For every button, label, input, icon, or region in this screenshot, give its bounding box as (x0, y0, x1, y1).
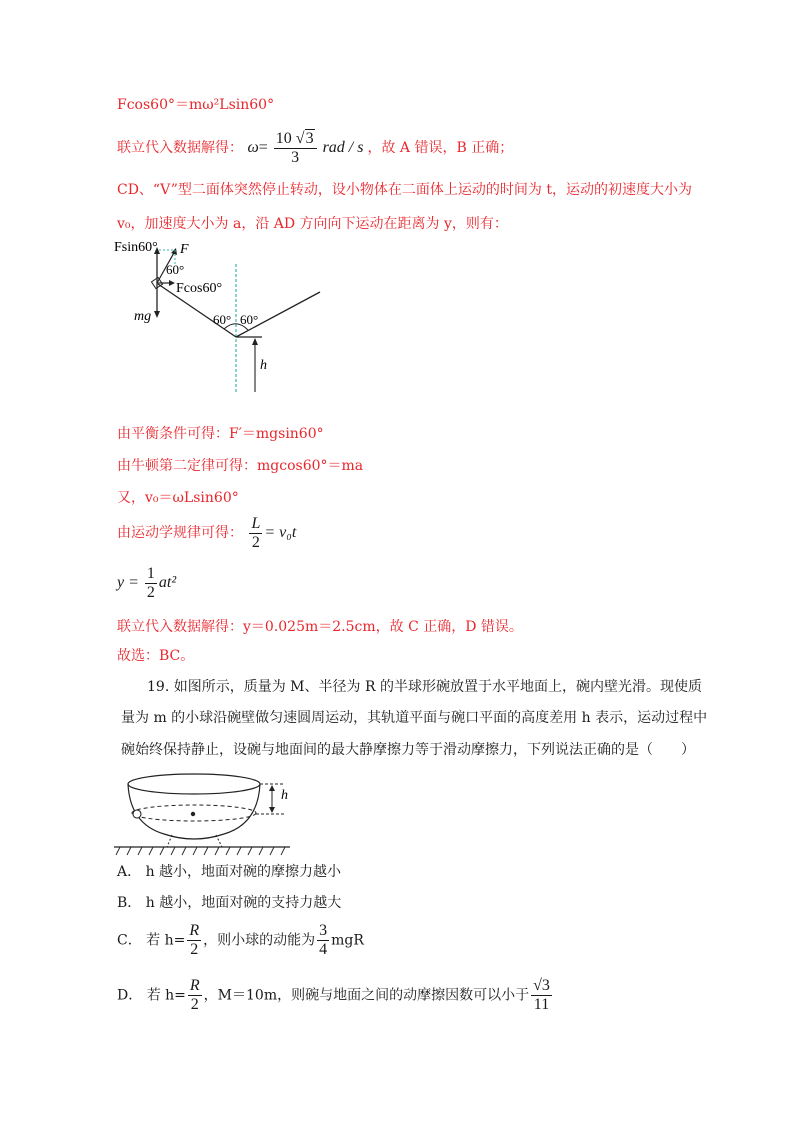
numerator: R (189, 922, 200, 939)
question-stem-line-1 (147, 677, 702, 697)
denominator: 11 (533, 996, 550, 1013)
option-d[interactable] (117, 977, 554, 1014)
denominator: 2 (190, 996, 199, 1013)
solution-kinematics (117, 515, 296, 552)
label-angle-left: 60° (213, 312, 232, 327)
label-angle-right: 60° (240, 312, 259, 327)
omega-symbol: ω (247, 139, 259, 157)
numerator: L (251, 515, 261, 532)
solution-final-result: 联立代入数据解得：y＝0.025m＝2.5cm，故 C 正确，D 错误。 (117, 619, 523, 635)
solution-cd-line-2: v₀，加速度大小为 a，沿 AD 方向向下运动在距离为 y，则有： (117, 216, 508, 232)
sqrt3-over-11 (531, 977, 552, 1014)
solution-displacement-formula (117, 565, 176, 602)
one-half (145, 565, 157, 602)
solution-newton-second-law: 由牛顿第二定律可得：mgcos60°＝ma (117, 458, 364, 474)
omega-formula (247, 130, 367, 166)
label-fcos60: Fcos60° (176, 281, 223, 296)
radicand: 3 (305, 130, 314, 147)
denominator: 3 (291, 149, 300, 166)
denominator: 2 (251, 534, 260, 551)
solution-equation-1: Fcos60°＝mω²Lsin60° (117, 97, 275, 113)
r-over-2 (187, 922, 201, 959)
hemisphere-bowl-diagram (112, 768, 302, 856)
option-text: h 越小，地面对碗的摩擦力越小 (145, 864, 342, 880)
stem-text: 如图所示，质量为 M、半径为 R 的半球形碗放置于水平地面上，碗内壁光滑。现使质 (173, 679, 702, 695)
option-c[interactable] (117, 922, 364, 959)
option-mid: ，则小球的动能为 (203, 932, 316, 949)
option-key: D． (117, 987, 143, 1004)
option-pre: 若 h= (146, 932, 186, 949)
l-over-2 (249, 515, 262, 552)
numerator: 1 (146, 565, 155, 582)
solution-answer: 故选：BC。 (117, 648, 195, 664)
denominator: 2 (146, 584, 155, 601)
coef: 10 (275, 130, 292, 147)
numerator: 10 √3 (274, 130, 317, 149)
unit: rad / s (322, 139, 364, 157)
omega-fraction (274, 130, 317, 167)
numerator: √3 (533, 977, 550, 994)
solution-cd-line-1: CD、“V”型二面体突然停止转动，设小物体在二面体上运动的时间为 t，运动的初速度大小为 (117, 182, 692, 198)
question-stem-line-3: 碗始终保持静止，设碗与地面间的最大静摩擦力等于滑动摩擦力，下列说法正确的是（ ） (121, 742, 695, 758)
option-a[interactable] (117, 862, 341, 882)
kinematics-formula (247, 515, 297, 551)
three-quarters (317, 922, 329, 959)
equals: = (258, 139, 268, 157)
label-angle-top: 60° (166, 262, 185, 277)
question-number: 19. (147, 679, 170, 695)
solution-omega-result (117, 130, 513, 167)
solution-equilibrium: 由平衡条件可得：F′＝mgsin60° (117, 426, 324, 442)
label-h: h (281, 788, 288, 803)
denominator: 4 (319, 941, 328, 958)
suffix: ，故 A 错误，B 正确； (367, 140, 514, 157)
lhs: y = (117, 574, 139, 592)
prefix: 由运动学规律可得： (117, 525, 243, 542)
option-text: h 越小，地面对碗的支持力越大 (145, 895, 342, 911)
v-dihedral-diagram (112, 238, 332, 393)
option-b[interactable] (117, 893, 341, 913)
prefix: 联立代入数据解得： (117, 140, 243, 157)
y-formula (117, 565, 177, 601)
rhs: = v₀t (264, 524, 297, 542)
solution-initial-velocity: 又，v₀＝ωLsin60° (117, 490, 239, 506)
label-f: F (180, 242, 189, 257)
r-over-2 (188, 977, 202, 1014)
label-fsin60: Fsin60° (114, 240, 158, 255)
option-key: A． (117, 864, 142, 880)
option-pre: 若 h= (146, 987, 186, 1004)
question-stem-line-2: 量为 m 的小球沿碗壁做匀速圆周运动，其轨道平面与碗口平面的高度差用 h 表示，运动过程中 (121, 710, 708, 726)
option-mid: ，M＝10m，则碗与地面之间的动摩擦因数可以小于 (203, 987, 530, 1004)
label-h: h (260, 358, 267, 373)
rhs: at² (158, 574, 177, 592)
denominator: 2 (190, 941, 199, 958)
option-key: C． (117, 932, 142, 949)
numerator: 3 (319, 922, 328, 939)
label-mg: mg (134, 309, 152, 324)
numerator: R (189, 977, 200, 994)
option-post: mgR (331, 932, 364, 949)
option-key: B． (117, 895, 142, 911)
